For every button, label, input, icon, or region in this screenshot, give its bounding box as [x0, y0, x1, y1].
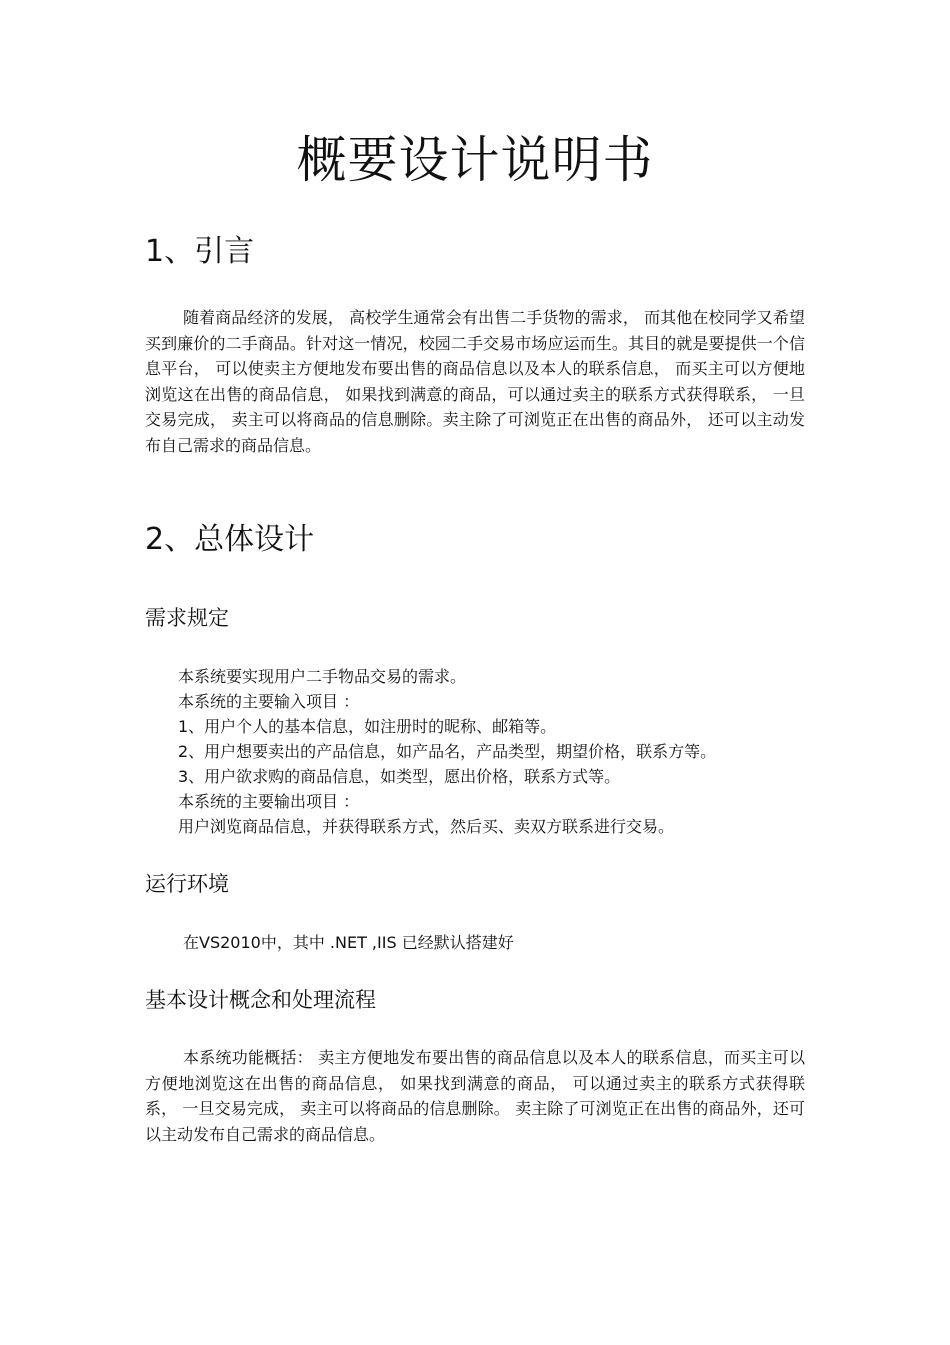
requirements-line: 本系统的主要输入项目 ：	[178, 692, 360, 711]
requirements-list	[178, 664, 818, 839]
requirements-line: 本系统的主要输出项目 ：	[178, 792, 360, 811]
requirements-line: 3、用户欲求购的商品信息，如类型，愿出价格，联系方式等。	[178, 767, 621, 786]
requirements-line: 2、用户想要卖出的产品信息，如产品名，产品类型，期望价格，联系方等。	[178, 742, 717, 761]
requirements-line: 1、用户个人的基本信息，如注册时的昵称、邮箱等。	[178, 717, 557, 736]
subsection-heading-basic-design: 基本设计概念和处理流程	[145, 988, 376, 1012]
subsection-heading-requirements: 需求规定	[145, 606, 229, 630]
document-title: 概要设计说明书	[296, 131, 654, 189]
introduction-paragraph: 随着商品经济的发展， 高校学生通常会有出售二手货物的需求， 而其他在校同学又希望买到廉价的二手商品。针对这一情况，校园二手交易市场应运而生。其目的就是要提供一个信息平台， 可以使卖主方便地发布要出售的商品信息以及本人的联系信息， 而买主可以方便地浏览这在出售的商品信息， 如果找到满意的商品，可以通过卖主的联系方式获得联系， 一旦交易完成， 卖主可以将商品的信息删除。卖主除了可浏览正在出售的商品外， 还可以主动发布自己需求的商品信息。	[145, 308, 805, 455]
runtime-environment-text: 在VS2010中，其中 .NET ,IIS 已经默认搭建好	[183, 933, 514, 952]
section-heading-introduction: 1、引言	[145, 234, 255, 269]
requirements-line: 用户浏览商品信息，并获得联系方式，然后买、卖双方联系进行交易。	[178, 817, 675, 836]
section-heading-overall-design: 2、总体设计	[145, 522, 315, 557]
subsection-heading-runtime-environment: 运行环境	[145, 872, 229, 896]
requirements-line: 本系统要实现用户二手物品交易的需求。	[178, 667, 467, 686]
basic-design-paragraph: 本系统功能概括： 卖主方便地发布要出售的商品信息以及本人的联系信息，而买主可以方便地浏览这在出售的商品信息， 如果找到满意的商品， 可以通过卖主的联系方式获得联系， 一旦交易完成， 卖主可以将商品的信息删除。 卖主除了可浏览正在出售的商品外，还可以主动发布自己需求的商品信息。	[145, 1048, 805, 1144]
